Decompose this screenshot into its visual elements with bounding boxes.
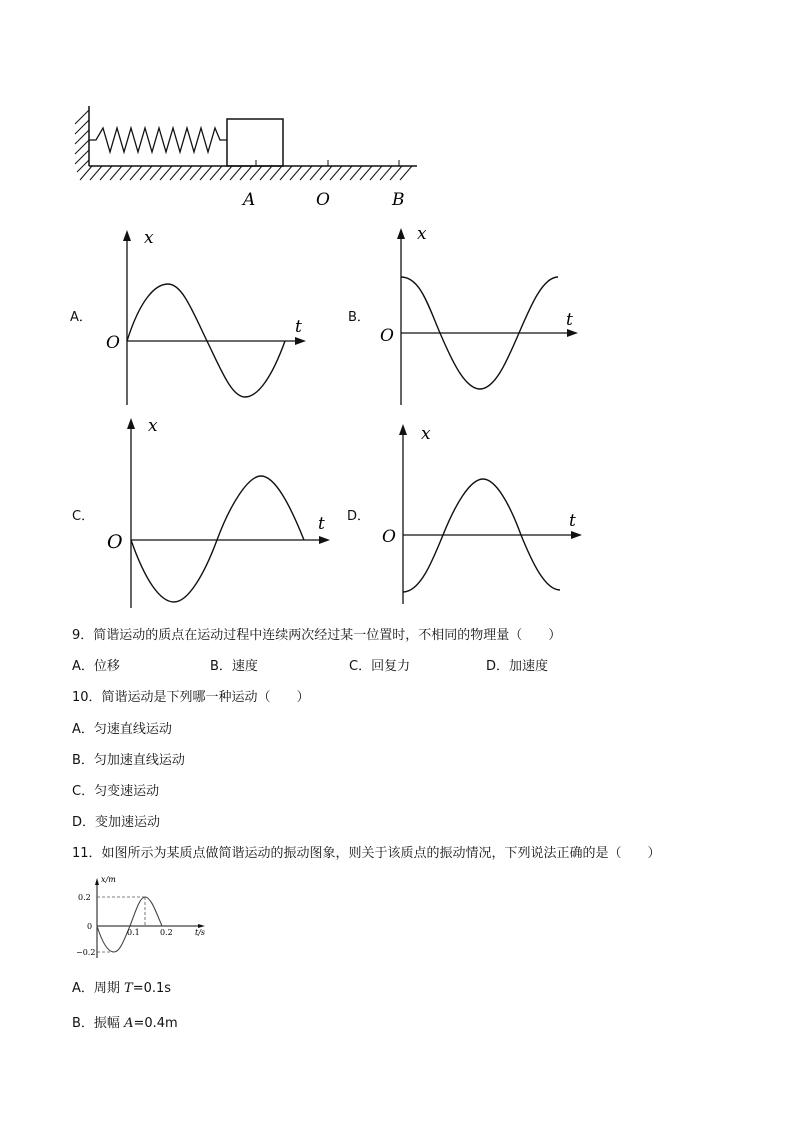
graph-D-t: t: [569, 511, 576, 531]
q11-y-neg: −0.2: [76, 948, 96, 957]
label-B: B: [392, 190, 405, 210]
graph-C-t: t: [318, 514, 325, 534]
graph-D-origin: O: [382, 527, 396, 547]
graph-C-x: x: [148, 416, 158, 436]
q10-option-d[interactable]: D．变加速运动: [72, 815, 161, 830]
q11-t2: 0.2: [160, 928, 173, 937]
q11-option-b-var: A: [124, 1016, 134, 1031]
q11-option-a[interactable]: [72, 977, 171, 996]
q10-option-a[interactable]: A．匀速直线运动: [72, 722, 172, 737]
q9-option-a[interactable]: A．位移: [72, 659, 120, 674]
q11-x-label: t/s: [195, 928, 206, 937]
option-D-label[interactable]: D．: [347, 509, 371, 524]
q11-t1: 0.1: [127, 928, 140, 937]
q11-origin: 0: [87, 922, 93, 931]
q10-option-b[interactable]: B．匀加速直线运动: [72, 753, 185, 768]
q10-stem: 10．简谐运动是下列哪一种运动（ ）: [72, 690, 310, 705]
graph-B-origin: O: [380, 326, 394, 346]
q9-stem: 9．简谐运动的质点在运动过程中连续两次经过某一位置时，不相同的物理量（ ）: [72, 628, 562, 643]
graph-B-t: t: [566, 310, 573, 330]
option-C-label[interactable]: C．: [72, 509, 95, 524]
option-A-label[interactable]: A．: [70, 310, 92, 325]
q11-curve: [97, 897, 162, 952]
q9-option-d[interactable]: D．加速度: [486, 659, 549, 674]
q9-option-b[interactable]: B．速度: [210, 659, 258, 674]
q11-option-a-prefix: A．周期: [72, 981, 125, 996]
label-O: O: [316, 190, 330, 210]
option-B-label[interactable]: B．: [348, 310, 370, 325]
q11-option-b[interactable]: [72, 1012, 178, 1031]
q11-y-label: x/m: [101, 875, 116, 884]
q9-option-c[interactable]: C．回复力: [349, 659, 411, 674]
graph-C-origin: O: [107, 531, 123, 553]
q11-stem: 11．如图所示为某质点做简谐运动的振动图象，则关于该质点的振动情况，下列说法正确的是（ ）: [72, 846, 661, 861]
graph-A-origin: O: [106, 333, 120, 353]
q10-option-c[interactable]: C．匀变速运动: [72, 784, 160, 799]
graph-A-x: x: [144, 228, 154, 248]
graph-B-x: x: [417, 224, 427, 244]
graph-D-x: x: [421, 424, 431, 444]
q11-option-a-val: =0.1s: [132, 981, 172, 996]
graph-A-t: t: [295, 317, 302, 337]
q11-option-b-val: =0.4m: [133, 1016, 178, 1031]
q11-y-pos: 0.2: [78, 893, 91, 902]
q11-option-a-var: T: [124, 981, 133, 996]
label-A: A: [243, 190, 256, 210]
q11-option-b-prefix: B．振幅: [72, 1016, 125, 1031]
